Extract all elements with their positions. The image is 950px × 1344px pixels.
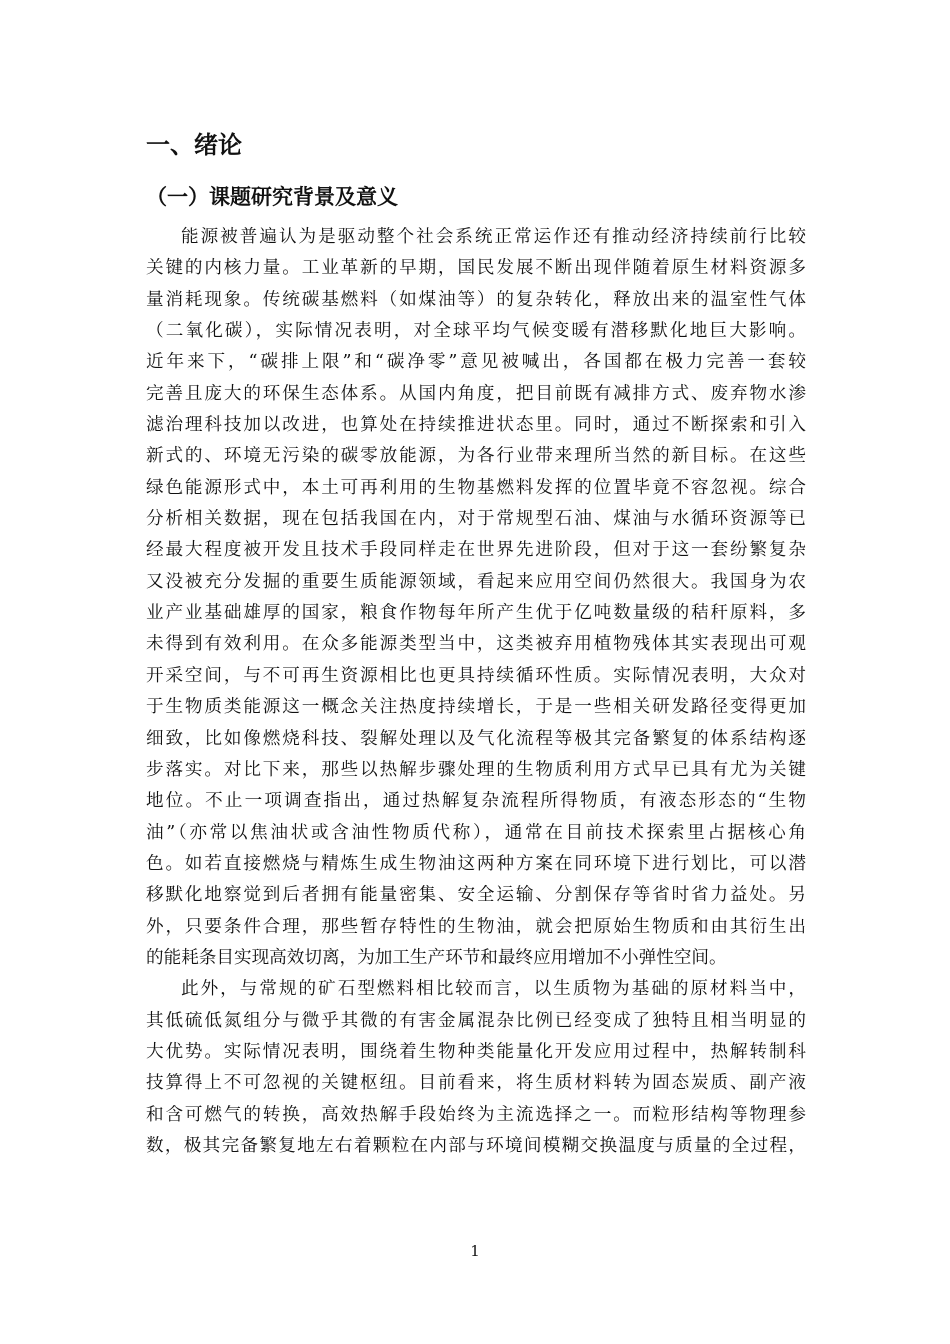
text-line: 此外，与常规的矿石型燃料相比较而言，以生质物为基础的原材料当中， (181, 979, 806, 1000)
text-line: 量消耗现象。传统碳基燃料（如煤油等）的复杂转化，释放出来的温室性气体 (146, 289, 806, 310)
text-line: 又没被充分发掘的重要生质能源领域，看起来应用空间仍然很大。我国身为农 (146, 571, 806, 592)
text-line: 关键的内核力量。工业革新的早期，国民发展不断出现伴随着原生材料资源多 (146, 258, 806, 279)
text-line: 细致，比如像燃烧科技、裂解处理以及气化流程等极其完备繁复的体系结构逐 (146, 728, 806, 749)
text-line: 完善且庞大的环保生态体系。从国内角度，把目前既有减排方式、废弃物水渗 (146, 383, 806, 404)
text-line: 分析相关数据，现在包括我国在内，对于常规型石油、煤油与水循环资源等已 (146, 509, 806, 530)
text-line: 外，只要条件合理，那些暂存特性的生物油，就会把原始生物质和由其衍生出 (146, 916, 806, 937)
paragraph-advantages (146, 974, 806, 1162)
chapter-title: 一、绪论 (146, 131, 242, 159)
text-line: 近年来下，“碳排上限”和“碳净零”意见被喊出，各国都在极力完善一套较 (146, 352, 806, 373)
text-line: 地位。不止一项调查指出，通过热解复杂流程所得物质，有液态形态的“生物 (146, 791, 806, 812)
text-line: 能源被普遍认为是驱动整个社会系统正常运作还有推动经济持续前行比较 (181, 227, 806, 247)
text-line: 步落实。对比下来，那些以热解步骤处理的生物质利用方式早已具有尤为关键 (146, 759, 806, 780)
text-line: 技算得上不可忽视的关键枢纽。目前看来，将生质材料转为固态炭质、副产液 (146, 1073, 806, 1094)
body-text (146, 222, 806, 1162)
paragraph-background (146, 222, 806, 974)
text-line: 的能耗条目实现高效切离，为加工生产环节和最终应用增加不小弹性空间。 (146, 947, 727, 968)
text-line: 新式的、环境无污染的碳零放能源，为各行业带来理所当然的新目标。在这些 (146, 446, 806, 467)
section-title: （一）课题研究背景及意义 (146, 185, 398, 209)
text-line: 大优势。实际情况表明，围绕着生物种类能量化开发应用过程中，热解转制科 (146, 1041, 806, 1062)
text-line: 于生物质类能源这一概念关注热度持续增长，于是一些相关研发路径变得更加 (146, 697, 806, 718)
text-line: 色。如若直接燃烧与精炼生成生物油这两种方案在同环境下进行划比，可以潜 (146, 853, 806, 874)
text-line: 滤治理科技加以改进，也算处在持续推进状态里。同时，通过不断探索和引入 (146, 415, 806, 436)
text-line: 数，极其完备繁复地左右着颗粒在内部与环境间模糊交换温度与质量的全过程， (146, 1135, 806, 1156)
text-line: 油”（亦常以焦油状或含油性物质代称），通常在目前技术探索里占据核心角 (146, 822, 806, 843)
text-line: 其低硫低氮组分与微乎其微的有害金属混杂比例已经变成了独特且相当明显的 (146, 1010, 806, 1031)
text-line: 经最大程度被开发且技术手段同样走在世界先进阶段，但对于这一套纷繁复杂 (146, 540, 806, 561)
text-line: （二氧化碳），实际情况表明，对全球平均气候变暖有潜移默化地巨大影响。 (146, 321, 806, 342)
text-line: 业产业基础雄厚的国家，粮食作物每年所产生优于亿吨数量级的秸秆原料，多 (146, 603, 806, 624)
text-line: 移默化地察觉到后者拥有能量密集、安全运输、分割保存等省时省力益处。另 (146, 885, 806, 906)
page-number: 1 (470, 1242, 480, 1260)
text-line: 未得到有效利用。在众多能源类型当中，这类被弃用植物残体其实表现出可观 (146, 634, 806, 655)
text-line: 和含可燃气的转换，高效热解手段始终为主流选择之一。而粒形结构等物理参 (146, 1104, 806, 1125)
text-line: 绿色能源形式中，本土可再利用的生物基燃料发挥的位置毕竟不容忽视。综合 (146, 477, 806, 498)
text-line: 开采空间，与不可再生资源相比也更具持续循环性质。实际情况表明，大众对 (146, 665, 806, 686)
